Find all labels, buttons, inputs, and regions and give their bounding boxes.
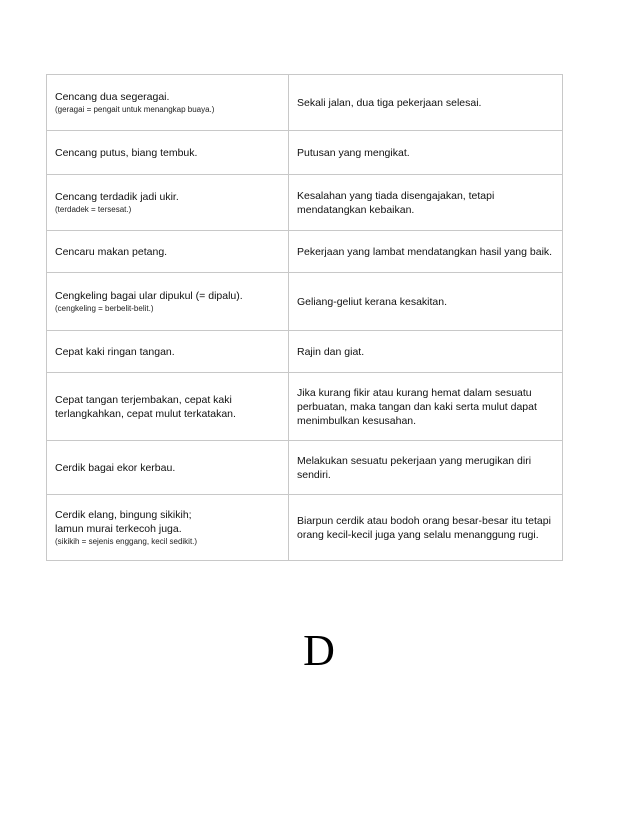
proverb-text: Cepat tangan terjembakan, cepat kaki terlangkahkan, cepat mulut terkatakan. <box>55 393 236 420</box>
proverb-text: Cengkeling bagai ular dipukul (= dipalu). <box>55 290 243 302</box>
meaning-cell <box>289 273 563 331</box>
meaning-cell <box>289 175 563 231</box>
table-row <box>47 175 563 231</box>
proverb-note: (sikikih = sejenis enggang, kecil sedikit.) <box>55 537 198 546</box>
proverb-cell <box>47 273 289 331</box>
proverb-note: (terdadek = tersesat.) <box>55 205 132 214</box>
meaning-cell <box>289 441 563 495</box>
proverb-text: Cencang putus, biang tembuk. <box>55 146 198 159</box>
proverb-cell <box>47 131 289 175</box>
proverb-text: lamun murai terkecoh juga. <box>55 523 182 535</box>
proverb-text: Cerdik elang, bingung sikikih; <box>55 509 192 521</box>
proverb-table-body <box>47 75 563 561</box>
meaning-text: Biarpun cerdik atau bodoh orang besar-besar itu tetapi orang kecil-kecil juga yang selalu menanggung rugi. <box>297 514 551 541</box>
proverb-text: Cencaru makan petang. <box>55 245 168 258</box>
proverb-cell <box>47 331 289 373</box>
meaning-cell <box>289 131 563 175</box>
meaning-cell <box>289 495 563 561</box>
meaning-cell <box>289 331 563 373</box>
meaning-cell <box>289 373 563 441</box>
meaning-text: Kesalahan yang tiada disengajakan, tetapi mendatangkan kebaikan. <box>297 189 495 216</box>
table-row <box>47 131 563 175</box>
meaning-text: Geliang-geliut kerana kesakitan. <box>297 295 448 308</box>
meaning-cell <box>289 75 563 131</box>
table-row <box>47 75 563 131</box>
meaning-text: Putusan yang mengikat. <box>297 146 410 159</box>
proverb-text: Cerdik bagai ekor kerbau. <box>55 461 176 474</box>
proverb-cell <box>47 373 289 441</box>
meaning-text: Jika kurang fikir atau kurang hemat dalam sesuatu perbuatan, maka tangan dan kaki serta mulut dapat menimbulkan kesusahan. <box>297 386 537 427</box>
proverb-text: Cepat kaki ringan tangan. <box>55 345 175 358</box>
proverb-cell <box>47 231 289 273</box>
proverb-note: (geragai = pengait untuk menangkap buaya.) <box>55 105 215 114</box>
table-row <box>47 331 563 373</box>
table-row <box>47 273 563 331</box>
proverb-cell <box>47 175 289 231</box>
meaning-text: Rajin dan giat. <box>297 345 365 358</box>
proverb-cell <box>47 441 289 495</box>
proverb-cell <box>47 75 289 131</box>
table-row <box>47 231 563 273</box>
proverb-note: (cengkeling = berbelit-belit.) <box>55 304 154 313</box>
proverb-cell <box>47 495 289 561</box>
table-row <box>47 495 563 561</box>
page-letter: D <box>303 626 335 675</box>
proverb-table <box>46 74 563 561</box>
meaning-text: Pekerjaan yang lambat mendatangkan hasil yang baik. <box>297 245 553 258</box>
meaning-text: Melakukan sesuatu pekerjaan yang merugikan diri sendiri. <box>297 454 532 481</box>
meaning-text: Sekali jalan, dua tiga pekerjaan selesai. <box>297 96 482 109</box>
table-row <box>47 373 563 441</box>
proverb-text: Cencang terdadik jadi ukir. <box>55 191 179 203</box>
proverb-text: Cencang dua segeragai. <box>55 91 170 103</box>
table-row <box>47 441 563 495</box>
meaning-cell <box>289 231 563 273</box>
